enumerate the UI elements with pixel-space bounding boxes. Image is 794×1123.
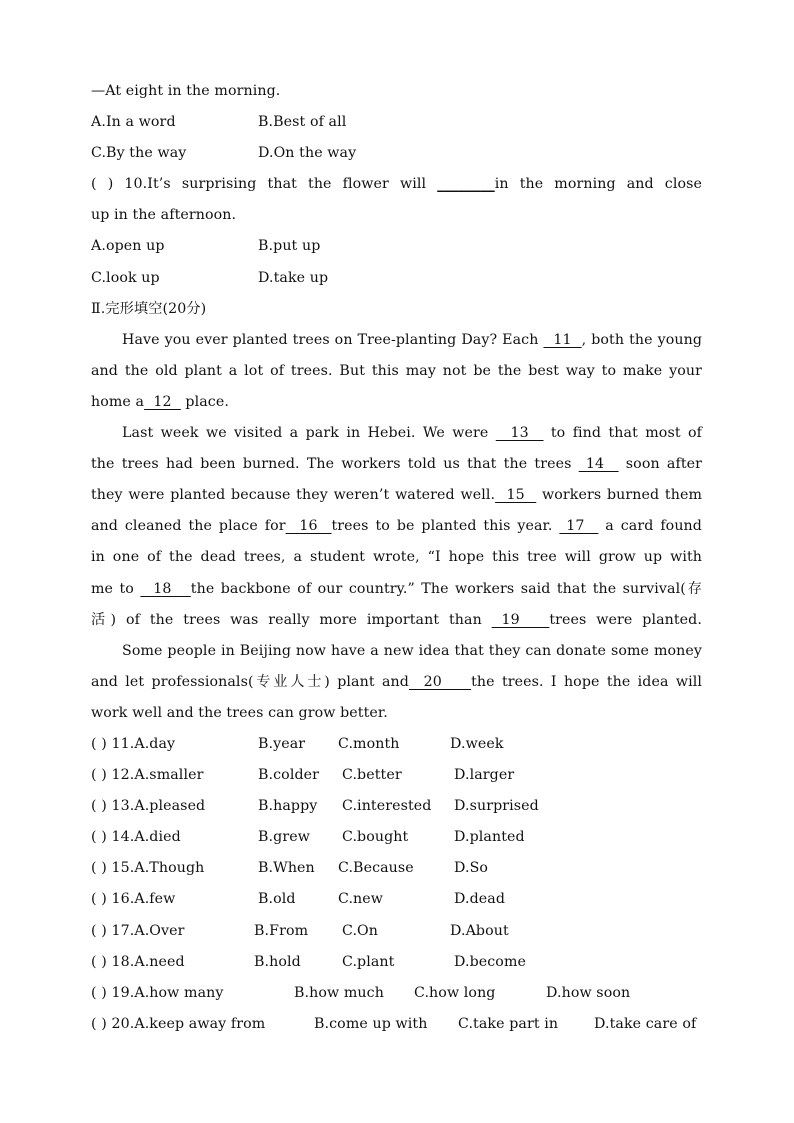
passage-line: the trees had been burned. The workers told us that the trees 14 soon after xyxy=(91,456,703,473)
blank-20: 20 xyxy=(408,673,472,690)
option-d: D.become xyxy=(454,953,526,970)
question-number: ( ) 13.A.pleased xyxy=(91,798,206,815)
blank-18: 18 xyxy=(140,580,191,597)
passage-line: work well and the trees can grow better. xyxy=(91,704,388,721)
option-a: A.open up xyxy=(91,238,165,255)
option-d: D.About xyxy=(450,922,509,939)
question-number: ( ) 15.A.Though xyxy=(91,860,205,877)
q9-options-row-1 xyxy=(91,107,702,138)
option-c: C.bought xyxy=(342,829,409,846)
question-number: ( ) 19.A.how many xyxy=(91,984,224,1001)
passage-line: Some people in Beijing now have a new idea that they can donate some money xyxy=(122,642,702,659)
passage-line: 活) of the trees was really more important than 19 trees were planted. xyxy=(91,611,702,628)
question-row xyxy=(91,1009,702,1040)
option-b: B.put up xyxy=(258,238,321,255)
option-b: B.grew xyxy=(258,829,310,846)
option-b: B.When xyxy=(258,860,315,877)
passage-line: and cleaned the place for 16 trees to be planted this year. 17 a card found xyxy=(91,518,702,535)
q10-suffix: in the morning and close xyxy=(494,176,702,193)
question-number: ( ) 20.A.keep away from xyxy=(91,1015,266,1032)
option-b: B.hold xyxy=(254,953,301,970)
passage-line: and the old plant a lot of trees. But this may not be the best way to make your xyxy=(91,362,702,379)
option-d: D.week xyxy=(450,735,504,752)
question-row xyxy=(91,916,702,947)
q10-options-row-1 xyxy=(91,231,702,262)
blank-16: 16 xyxy=(285,518,332,535)
blank-11: 11 xyxy=(543,331,582,348)
blank-14: 14 xyxy=(578,456,619,473)
section-title: Ⅱ.完形填空(20分) xyxy=(91,300,207,317)
option-c: C.look up xyxy=(91,269,160,286)
option-c: C.By the way xyxy=(91,145,187,162)
answer-line: —At eight in the morning. xyxy=(91,83,281,99)
question-number: ( ) 17.A.Over xyxy=(91,922,185,939)
option-b: B.come up with xyxy=(314,1015,428,1032)
option-b: B.Best of all xyxy=(258,114,347,131)
option-c: C.month xyxy=(338,735,400,752)
option-d: D.larger xyxy=(454,767,515,784)
worksheet-page xyxy=(91,76,702,1040)
question-row xyxy=(91,947,702,978)
question-row xyxy=(91,978,702,1009)
q10-options-row-2 xyxy=(91,263,702,294)
q10-blank: ________ xyxy=(437,176,495,193)
option-d: D.On the way xyxy=(258,145,357,162)
question-row xyxy=(91,760,702,791)
option-c: C.On xyxy=(342,922,379,939)
option-c: C.interested xyxy=(342,798,432,815)
option-b: B.From xyxy=(254,922,309,939)
question-10-line-2: up in the afternoon. xyxy=(91,207,237,224)
option-b: B.year xyxy=(258,735,306,752)
passage-line: home a 12 place. xyxy=(91,393,229,410)
option-d: D.take up xyxy=(258,269,329,286)
blank-12: 12 xyxy=(144,393,181,410)
question-10 xyxy=(91,169,702,200)
question-number: ( ) 11.A.day xyxy=(91,735,176,752)
option-c: C.new xyxy=(338,891,384,908)
question-row xyxy=(91,853,702,884)
option-d: D.So xyxy=(454,860,489,877)
q9-options-row-2 xyxy=(91,138,702,169)
option-d: D.take care of xyxy=(594,1015,697,1032)
question-row xyxy=(91,729,702,760)
passage-line: Last week we visited a park in Hebei. We were 13 to find that most of xyxy=(122,425,702,442)
question-number: ( ) 14.A.died xyxy=(91,829,181,846)
q10-prefix: ( ) 10.It’s surprising that the flower will xyxy=(91,176,438,193)
option-d: D.how soon xyxy=(546,984,631,1001)
option-d: D.surprised xyxy=(454,798,539,815)
option-c: C.Because xyxy=(338,860,414,877)
question-number: ( ) 12.A.smaller xyxy=(91,767,204,784)
blank-17: 17 xyxy=(559,518,599,535)
blank-13: 13 xyxy=(495,425,544,442)
question-number: ( ) 18.A.need xyxy=(91,953,185,970)
option-c: C.how long xyxy=(414,984,496,1001)
passage-line: in one of the dead trees, a student wrote, “I hope this tree will grow up with xyxy=(91,549,702,566)
option-b: B.happy xyxy=(258,798,318,815)
option-b: B.old xyxy=(258,891,296,908)
passage-line: they were planted because they weren’t watered well. 15 workers burned them xyxy=(91,487,703,504)
question-number: ( ) 16.A.few xyxy=(91,891,176,908)
blank-19: 19 xyxy=(491,611,550,628)
passage-line: me to 18 the backbone of our country.” The workers said that the survival(存 xyxy=(91,580,702,597)
question-row xyxy=(91,791,702,822)
passage-line: Have you ever planted trees on Tree-planting Day? Each 11 , both the young xyxy=(122,331,703,348)
question-row xyxy=(91,822,702,853)
passage-line: and let professionals(专业人士) plant and 20 the trees. I hope the idea will xyxy=(91,673,703,690)
option-d: D.planted xyxy=(454,829,525,846)
option-c: C.take part in xyxy=(458,1015,559,1032)
option-c: C.plant xyxy=(342,953,395,970)
option-b: B.how much xyxy=(294,984,384,1001)
option-a: A.In a word xyxy=(91,114,176,131)
option-d: D.dead xyxy=(454,891,505,908)
option-c: C.better xyxy=(342,767,402,784)
option-b: B.colder xyxy=(258,767,320,784)
blank-15: 15 xyxy=(495,487,537,504)
question-row xyxy=(91,884,702,915)
